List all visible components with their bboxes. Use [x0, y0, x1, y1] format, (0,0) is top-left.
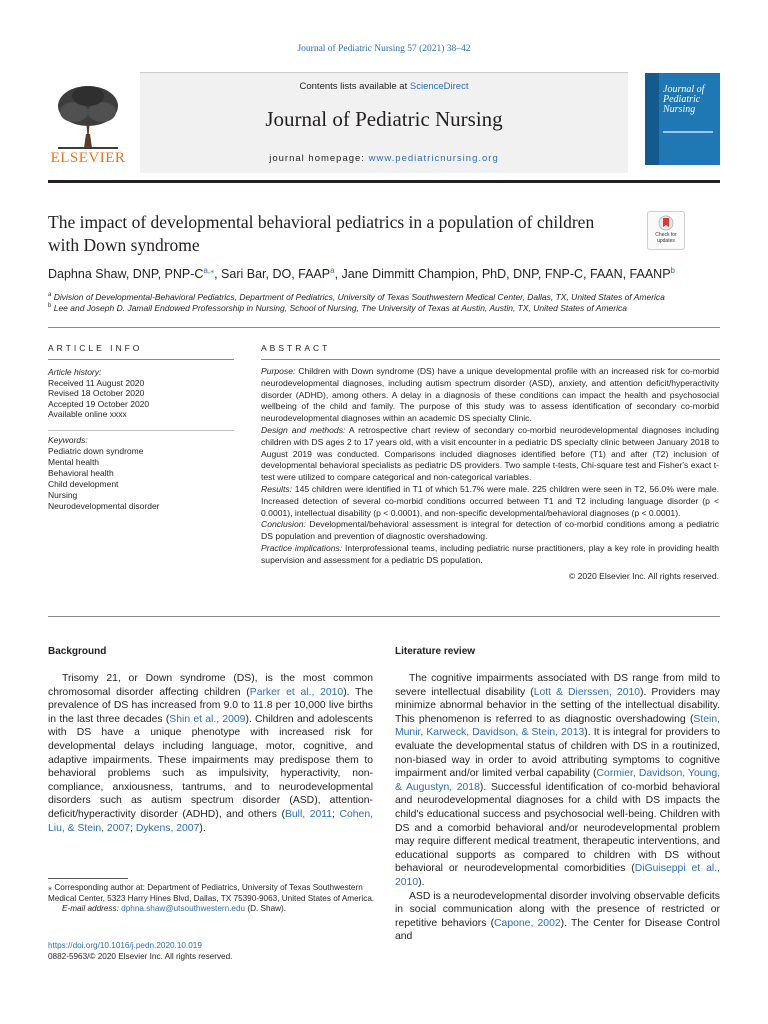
journal-homepage [140, 153, 628, 164]
homepage-prefix: journal homepage: [269, 153, 369, 164]
abstract-conclusion-label: Conclusion: [261, 519, 306, 530]
footnote-mark: ⁎ [48, 883, 53, 892]
article-title: The impact of developmental behavioral pediatrics in a population of children with Down syndrome [48, 212, 595, 255]
background-heading: Background [48, 646, 107, 657]
text-run: ; [332, 808, 340, 820]
literature-text [395, 672, 720, 944]
text-run: The cognitive impairments associated with DS range from mild to severe intellectual disability ( [395, 673, 720, 698]
author-affil-marker[interactable]: a [330, 266, 335, 275]
citation-link[interactable]: Capone, 2002 [494, 917, 561, 929]
literature-heading: Literature review [395, 646, 476, 657]
history-label: Article history: [48, 367, 102, 377]
text-run: ; [130, 822, 136, 834]
contents-prefix: Contents lists available at [299, 81, 410, 92]
abstract-practice [261, 543, 719, 567]
background-paragraph [48, 672, 373, 835]
literature-paragraph [395, 672, 720, 890]
sciencedirect-link[interactable]: ScienceDirect [409, 81, 469, 92]
author-name[interactable]: Daphna Shaw, DNP, PNP-C [48, 267, 204, 282]
abstract-purpose-text: Children with Down syndrome (DS) have a unique developmental profile with an increased risk for co-morbid neurodevelopmental diagnoses, including autism spectrum disorder (ASD), anxiety, and attention deficit/hyperactivity disorder (ADHD), among others. A delay in a diagnosis of these conditions can impact the health and psychosocial wellbeing of the child and family. The purpose of this study was to assess identification of secondary co-morbid neurodevelopmental diagnoses within an academic DS specialty Clinic. [261, 366, 719, 424]
article-history [48, 367, 228, 420]
citation-link[interactable]: Shin et al., 2009 [169, 713, 246, 725]
citation-link[interactable]: Parker et al., 2010 [249, 686, 344, 698]
abstract-purpose-label: Purpose: [261, 366, 296, 376]
abstract-practice-text: Interprofessional teams, including pediatric nurse practitioners, play a key role in providing health supervision and assessment for a pediatric DS population. [261, 542, 719, 565]
abstract-design-text: A retrospective chart review of secondary co-morbid neurodevelopmental diagnoses including children with DS ages 2 to 17 years old, with a visit encounter in a pediatric DS specialty clinic between January 2018 to August 2019 was conducted. Comparisons included diagnoses identified before (T1) and after (T2) inclusion of developmental behavioral specialists as pediatric DS providers. Two sample t-tests, Chi-square test and Fisher's exact t-test were utilized to compare categorical and non-categorical variables. [261, 424, 720, 483]
homepage-link[interactable]: www.pediatricnursing.org [368, 153, 499, 164]
contents-line [140, 81, 628, 92]
affiliation [48, 292, 728, 302]
affiliation-marker: b [48, 303, 52, 310]
check-updates-label: Check for updates [655, 232, 677, 244]
keyword: Pediatric down syndrome [48, 446, 144, 456]
affiliation-rule [48, 327, 720, 328]
text-run: ). The Center for Disease Control and [395, 917, 720, 943]
citation-link[interactable]: Lott & Dierssen, 2010 [533, 686, 641, 698]
author-name[interactable]: Jane Dimmitt Champion, PhD, DNP, FNP-C, FAAN, FAANP [341, 267, 671, 282]
citation-link[interactable]: Stein, Munir, Karweck, Davidson, & Stein, 2013 [395, 713, 720, 739]
keywords-label: Keywords: [48, 435, 88, 445]
keyword: Nursing [48, 490, 78, 500]
footnote-text: Corresponding author at: Department of Pediatrics, University of Texas Southwestern Medical Center, 5323 Harry Hines Blvd, Dallas, TX 75390-9063, United States of America. [48, 883, 375, 903]
literature-paragraph [395, 890, 720, 944]
citation-link[interactable]: Bull, 2011 [284, 808, 333, 820]
abstract-copyright: © 2020 Elsevier Inc. All rights reserved. [568, 570, 719, 581]
article-info-heading: ARTICLE INFO [48, 343, 143, 353]
affiliation-marker: a [48, 292, 52, 299]
abstract-conclusion [261, 519, 719, 543]
abstract-rule [261, 359, 720, 360]
cover-title: Journal of Pediatric Nursing [663, 84, 705, 115]
keyword: Mental health [48, 457, 100, 467]
footnote-email-line [48, 904, 378, 915]
journal-title: Journal of Pediatric Nursing [265, 107, 503, 131]
abstract-conclusion-text: Developmental/behavioral assessment is integral for detection of co-morbid conditions among a pediatric DS population and prevention of diagnostic overshadowing. [261, 519, 719, 542]
affiliation-text: Lee and Joseph D. Jamail Endowed Professorship in Nursing, School of Nursing, The University of Texas at Austin, Austin, TX, United States of America [53, 303, 627, 313]
corresponding-author-footnote [48, 883, 378, 915]
text-run: ). It is integral for providers to evaluate the developmental status of children with DS in a routinized, non-biased way in order to avoid attributing symptoms to cognitive impairment and/or limited verbal capability ( [395, 727, 720, 780]
footnote-rule [48, 878, 128, 879]
text-run: ). [418, 876, 425, 888]
issn-line: 0882-5963/© 2020 Elsevier Inc. All rights reserved. [48, 952, 233, 961]
journal-citation[interactable]: Journal of Pediatric Nursing 57 (2021) 38–42 [297, 44, 471, 54]
abstract-results [261, 484, 719, 519]
keywords [48, 435, 228, 512]
cover-spine [645, 73, 659, 165]
check-updates-icon [658, 215, 674, 231]
text-run: Trisomy 21, or Down syndrome (DS), is the most common chromosomal disorder affecting children ( [48, 673, 373, 698]
abstract-purpose [261, 366, 719, 425]
journal-cover-image[interactable] [645, 73, 720, 165]
affiliation [48, 303, 728, 313]
text-run: ). Providers may minimize abnormal behavior in the setting of the intellectual disability. This phenomenon is referred to as diagnostic overshadowing ( [395, 686, 720, 725]
elsevier-wordmark: ELSEVIER [50, 150, 126, 166]
abstract-design-label: Design and methods: [261, 424, 346, 435]
keyword: Neurodevelopmental disorder [48, 501, 160, 511]
text-run: ASD is a neurodevelopmental disorder involving observable deficits in social communication along with the presence of restricted or repetitive behaviors ( [395, 890, 720, 929]
email-suffix: (D. Shaw). [245, 904, 287, 913]
article-info-rule [48, 359, 234, 360]
abstract-practice-label: Practice implications: [261, 542, 343, 553]
history-item: Received 11 August 2020 [48, 377, 145, 388]
background-text [48, 672, 373, 835]
text-run: ). The prevalence of DS has increased from 9.0 to 11.8 per 10,000 live births in the last three decades ( [48, 686, 373, 725]
history-item: Available online xxxx [48, 409, 127, 419]
email-label: E-mail address: [62, 904, 122, 913]
email-link[interactable]: dphna.shaw@utsouthwestern.edu [121, 904, 246, 913]
citation-link[interactable]: DiGuiseppi et al., 2010 [395, 863, 720, 888]
keywords-rule [48, 430, 234, 431]
history-item: Revised 18 October 2020 [48, 388, 145, 398]
journal-masthead [140, 72, 628, 173]
keyword: Behavioral health [48, 468, 114, 478]
cover-divider [663, 131, 713, 133]
check-for-updates-button[interactable] [647, 211, 685, 250]
citation-link[interactable]: Cormier, Davidson, Young, & Augustyn, 2018 [395, 768, 721, 793]
citation-link[interactable]: Cohen, Liu, & Stein, 2007 [48, 808, 373, 834]
text-run: ). Successful identification of co-morbid behavioral and neurodevelopmental diagnoses for a child with DS impacts the child's educational success and psychosocial well-being. Children with DS and a comorbid behavioral and/or neurodevelopmental problem may require different medical treatment, therapeutic interventions, and educational supports as compared to children with DS without behavioral or neurodevelopmental comorbidities ( [395, 781, 720, 875]
affiliation-text: Division of Developmental-Behavioral Pediatrics, Department of Pediatrics, University of Texas Southwestern Medical Center, Dallas, TX, United States of America [53, 292, 665, 302]
text-run: ). Children and adolescents with DS have a unique phenotype with increased risk for developmental delays including language, motor, cognitive, and adaptive impairments. These impairments may predispose them to behavioral problems such as impulsivity, hyperactivity, non-compliance, anxiousness, tantrums, and to neurodevelopmental disorders such as autism spectrum disorder (ASD), attention-deficit/hyperactivity disorder (ADHD), and others ( [48, 713, 373, 820]
abstract-heading: ABSTRACT [261, 343, 331, 353]
author-list: Daphna Shaw, DNP, PNP-$C^{a,⁎}$, Sari Bar, DO, FAAP$^a$, Jane Dimmitt Champion, PhD, DNP, FNP-C, FAAN, FAANP$^b$ [48, 266, 675, 282]
keyword: Child development [48, 479, 119, 489]
citation-link[interactable]: Dykens, 2007 [135, 822, 200, 834]
author-affil-marker[interactable]: b [670, 266, 675, 275]
abstract-results-text: 145 children were identified in T1 of which 51.7% were male. 225 children were seen in T2, 56.0% were male. Increased detection of several co-morbid conditions occurred between T1 and T2 including language disorder (p < 0.0001), intellectual disability (p < 0.0001), and non-specific developmental/behavioral diagnoses (p < 0.0001). [261, 483, 719, 518]
text-run: ). [199, 822, 206, 834]
abstract-results-label: Results: [261, 483, 293, 494]
author-name[interactable]: Sari Bar, DO, FAAP [221, 267, 331, 282]
header-rule [48, 180, 720, 183]
doi-link[interactable]: https://doi.org/10.1016/j.pedn.2020.10.019 [48, 941, 202, 950]
abstract-design [261, 425, 719, 484]
footnote-line [48, 883, 378, 904]
history-item: Accepted 19 October 2020 [48, 398, 150, 409]
abstract-bottom-rule [48, 616, 720, 617]
author-affil-marker[interactable]: a,⁎ [203, 266, 215, 275]
abstract-body [261, 366, 719, 582]
doi-block [48, 940, 378, 962]
